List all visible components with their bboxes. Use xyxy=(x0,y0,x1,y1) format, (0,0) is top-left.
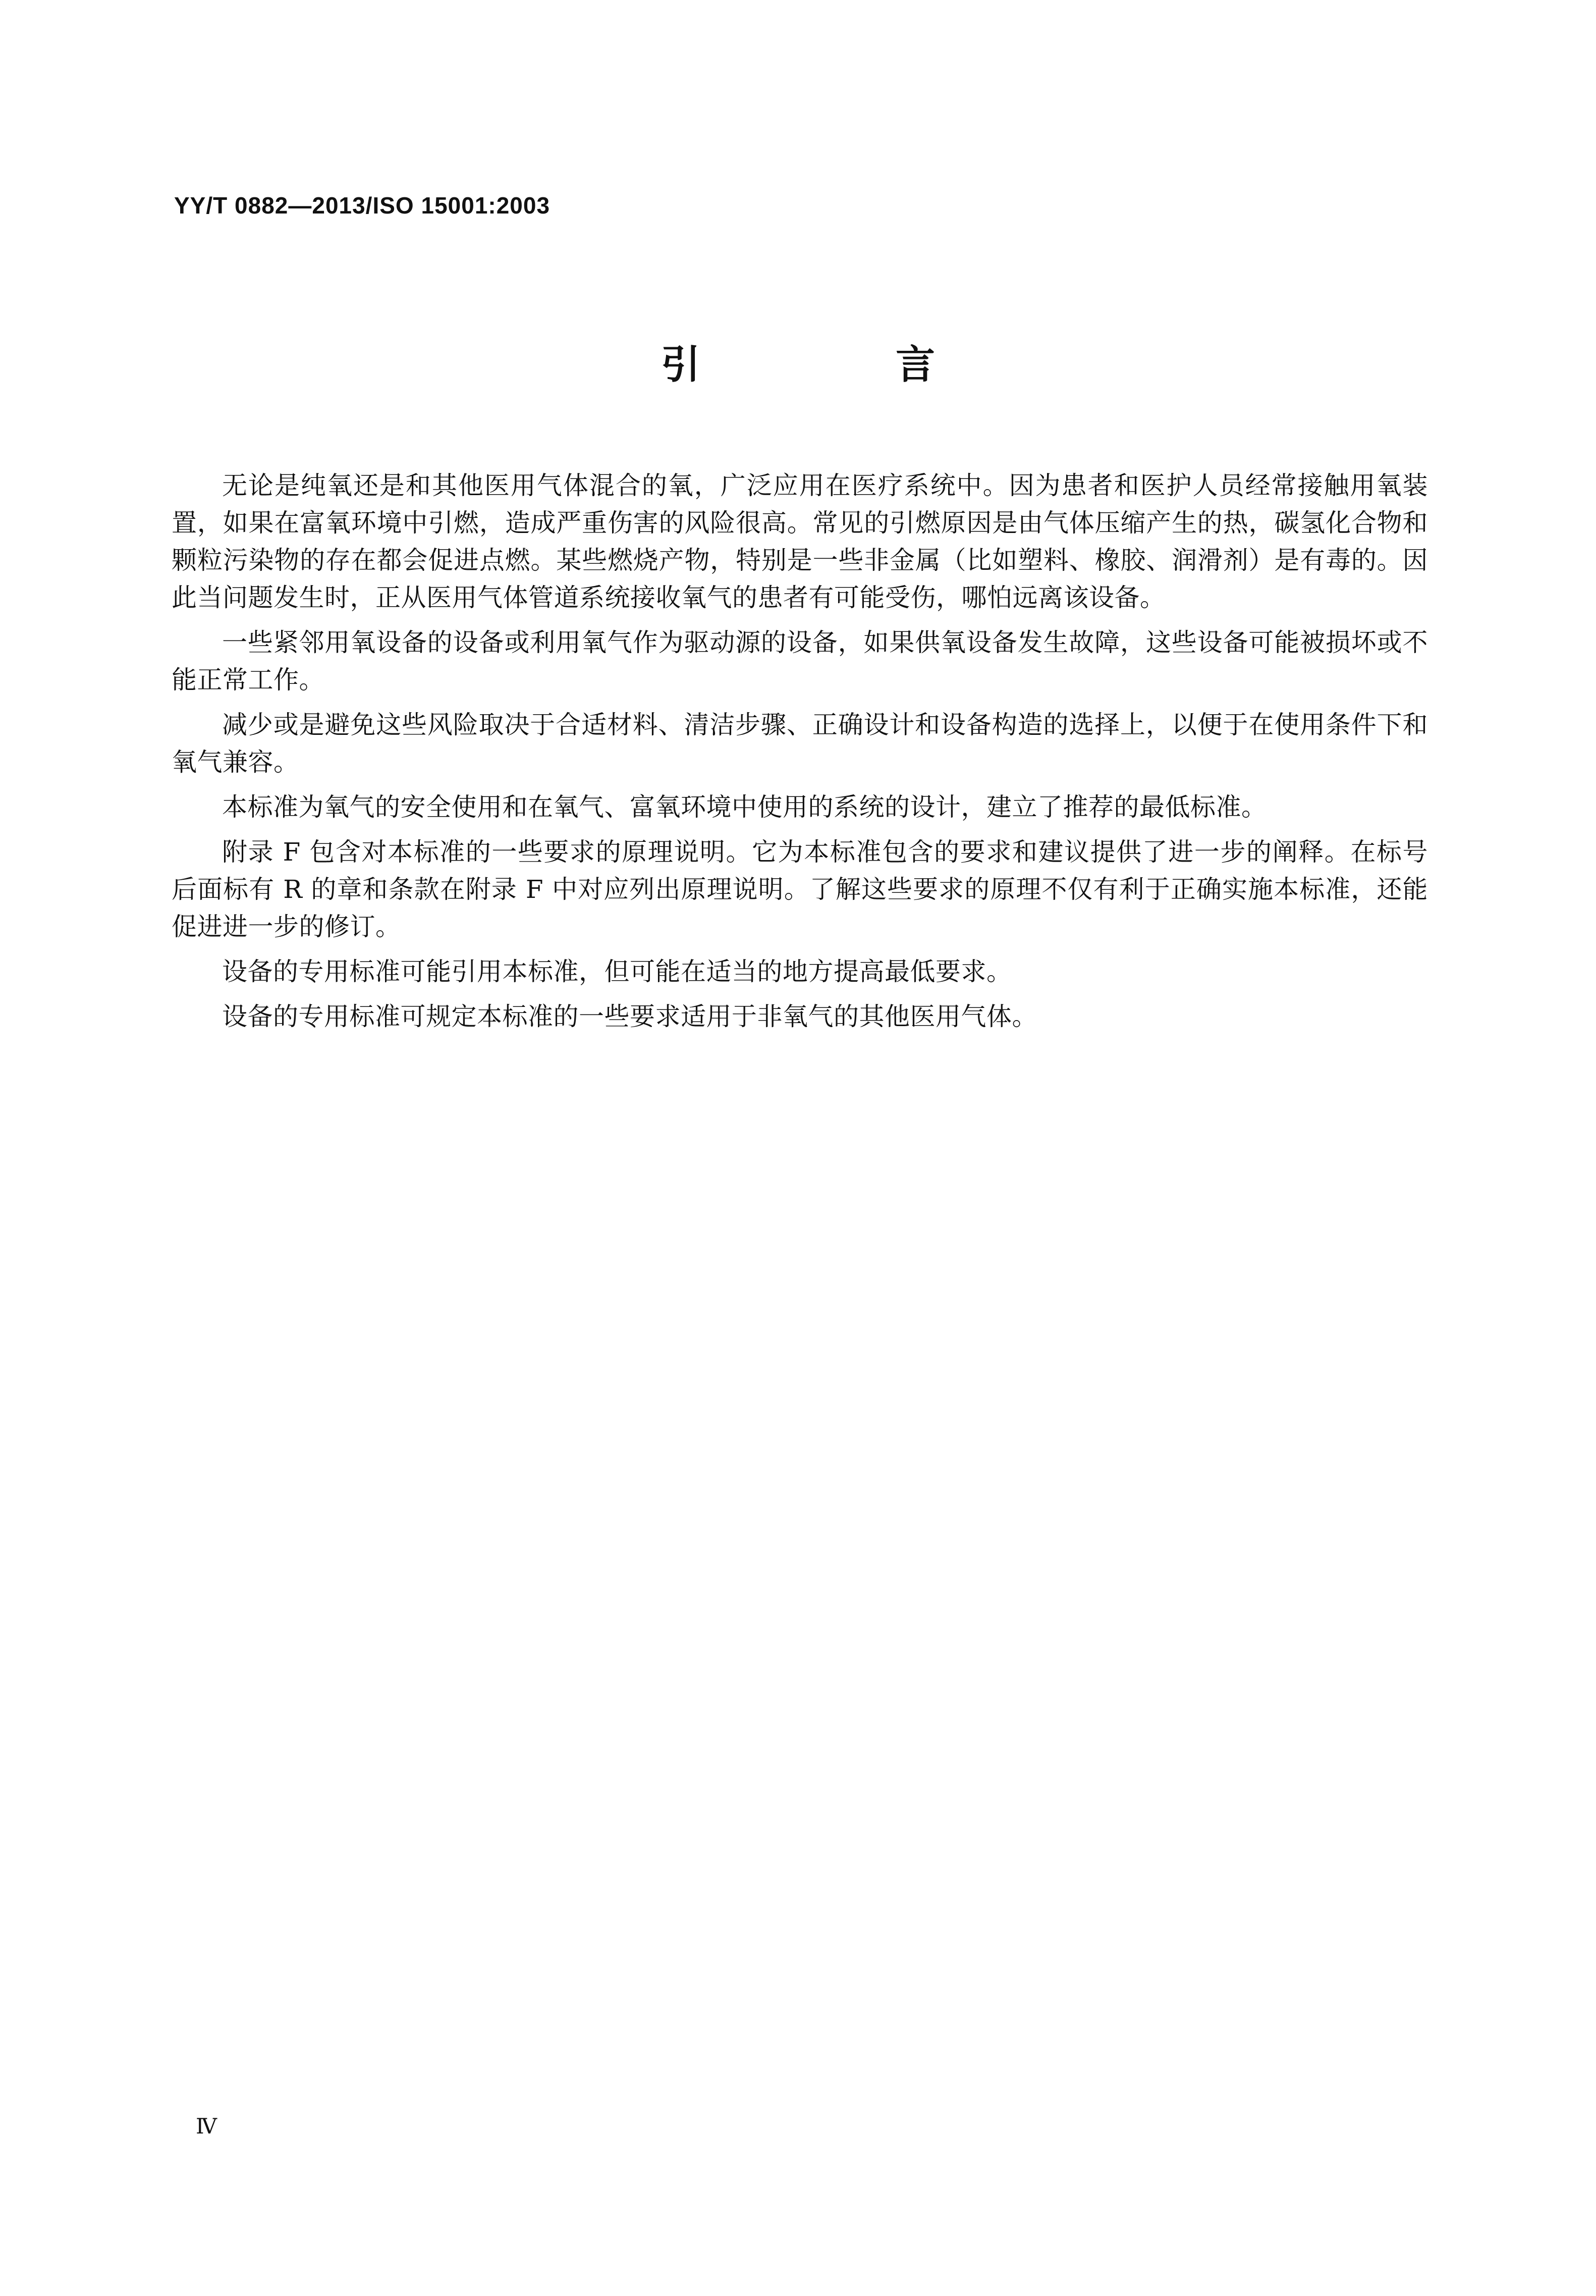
paragraph: 设备的专用标准可能引用本标准，但可能在适当的地方提高最低要求。 xyxy=(222,957,1012,986)
page-number: Ⅳ xyxy=(196,2114,217,2139)
paragraph: 无论是纯氧还是和其他医用气体混合的氧，广泛应用在医疗系统中。因为患者和医护人员经常接触用氧装置，如果在富氧环境中引燃，造成严重伤害的风险很高。常见的引燃原因是由气体压缩产生的热，碳氢化合物和颗粒污染物的存在都会促进点燃。某些燃烧产物，特别是一些非金属（比如塑料、橡胶、润滑剂）是有毒的。因此当问题发生时，正从医用气体管道系统接收氧气的患者有可能受伤，哪怕远离该设备。 xyxy=(172,471,1428,612)
standard-number: YY/T 0882—2013/ISO 15001:2003 xyxy=(174,192,551,219)
introduction-body xyxy=(172,467,1428,1043)
page-title: 引 言 xyxy=(661,342,1026,388)
paragraph: 本标准为氧气的安全使用和在氧气、富氧环境中使用的系统的设计，建立了推荐的最低标准。 xyxy=(222,792,1267,822)
paragraph: 减少或是避免这些风险取决于合适材料、清洁步骤、正确设计和设备构造的选择上，以便于在使用条件下和氧气兼容。 xyxy=(172,710,1428,777)
paragraph: 设备的专用标准可规定本标准的一些要求适用于非氧气的其他医用气体。 xyxy=(222,1002,1037,1031)
paragraph: 附录 F 包含对本标准的一些要求的原理说明。它为本标准包含的要求和建议提供了进一步的阐释。在标号后面标有 R 的章和条款在附录 F 中对应列出原理说明。了解这些要求的原理不仅有利于正确实施本标准，还能促进进一步的修订。 xyxy=(172,837,1428,941)
paragraph: 一些紧邻用氧设备的设备或利用氧气作为驱动源的设备，如果供氧设备发生故障，这些设备可能被损坏或不能正常工作。 xyxy=(172,628,1428,695)
